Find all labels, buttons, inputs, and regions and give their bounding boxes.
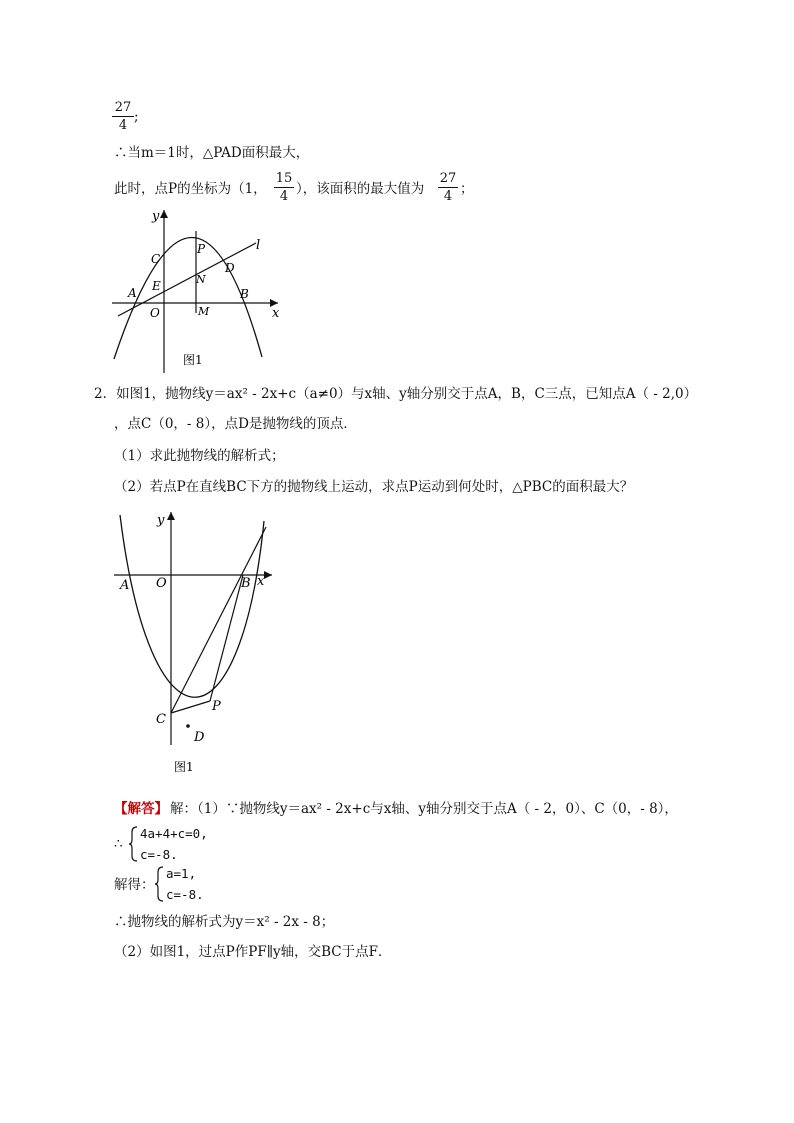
brace-icon [154, 866, 164, 902]
label-p: P [212, 699, 221, 714]
x-axis-arrow [264, 571, 272, 579]
label-y: y [152, 209, 160, 224]
text-line-max-area: ∴当m＝1时，△PAD面积最大， [114, 145, 310, 161]
fraction-numerator: 27 [114, 100, 132, 115]
label-c: C [156, 712, 166, 727]
label-d: D [225, 261, 235, 275]
label-x: x [272, 306, 280, 321]
label-m: M [198, 305, 210, 318]
equation-1: 4a+4+c=0, [140, 826, 208, 841]
label-b: B [240, 287, 249, 301]
fraction-27-4 [112, 101, 134, 132]
question-2-sub1: （1）求此抛物线的解析式； [114, 448, 285, 464]
y-axis-arrow [167, 512, 175, 520]
fraction-denominator: 4 [443, 189, 453, 204]
segment-pb [210, 575, 243, 701]
fraction-denominator: 4 [279, 189, 289, 204]
question-2-sub2: （2）若点P在直线BC下方的抛物线上运动，求点P运动到何处时，△PBC的面积最大？ [114, 479, 634, 495]
figure-parabola-pad [100, 205, 300, 375]
semicolon: ； [460, 181, 474, 197]
vertex-d-dot [186, 724, 190, 728]
line-l [118, 243, 256, 316]
answer-tag: 【解答】 [114, 801, 168, 817]
figure-caption: 图1 [183, 353, 203, 367]
text-point-coords-mid: ），该面积的最大值为 [296, 181, 425, 197]
label-c: C [151, 252, 161, 266]
label-x: x [257, 574, 265, 589]
question-2-line1: 2．如图1，抛物线y＝ax² - 2x+c（a≠0）与x轴、y轴分别交于点A，B，C三点，已知点A（ - 2,0） [94, 386, 698, 402]
label-d: D [194, 730, 205, 745]
answer-result: ∴抛物线的解析式为y＝x² - 2x - 8； [114, 914, 335, 930]
figure-caption: 图1 [174, 760, 194, 774]
solution-1: a=1, [166, 866, 197, 881]
label-y: y [157, 513, 165, 528]
answer-part2: （2）如图1，过点P作PF∥y轴，交BC于点F． [114, 944, 392, 960]
therefore-symbol: ∴ [114, 836, 123, 852]
semicolon: ; [134, 109, 139, 125]
label-e: E [152, 279, 161, 293]
answer-line1: 解：（1）∵抛物线y＝ax² - 2x+c与x轴、y轴分别交于点A（ - 2，0）、C（0，- 8）， [170, 801, 678, 817]
solve-label: 解得： [114, 877, 155, 893]
fraction-numerator: 15 [275, 171, 293, 186]
label-o: O [156, 576, 167, 591]
fraction-denominator: 4 [118, 118, 128, 133]
label-o: O [150, 306, 160, 320]
brace-icon [128, 826, 138, 862]
label-a: A [120, 578, 130, 593]
y-axis-arrow [160, 210, 168, 218]
fraction-15-4 [274, 172, 294, 203]
label-l: l [256, 238, 261, 253]
line-cb [171, 527, 266, 713]
label-n: N [196, 273, 206, 286]
equation-2: c=-8. [140, 847, 178, 862]
fraction-numerator: 27 [439, 171, 457, 186]
label-p: P [197, 242, 206, 256]
solution-2: c=-8. [166, 887, 204, 902]
figure-parabola-pbc [110, 507, 280, 782]
question-2-line2: ，点C（0，- 8），点D是抛物线的顶点． [114, 416, 357, 432]
text-point-coords-pre: 此时，点P的坐标为（1， [114, 181, 267, 197]
fraction-27-4-b [438, 172, 458, 203]
label-b: B [241, 576, 251, 591]
label-a: A [128, 286, 137, 300]
parabola-curve [120, 515, 264, 697]
